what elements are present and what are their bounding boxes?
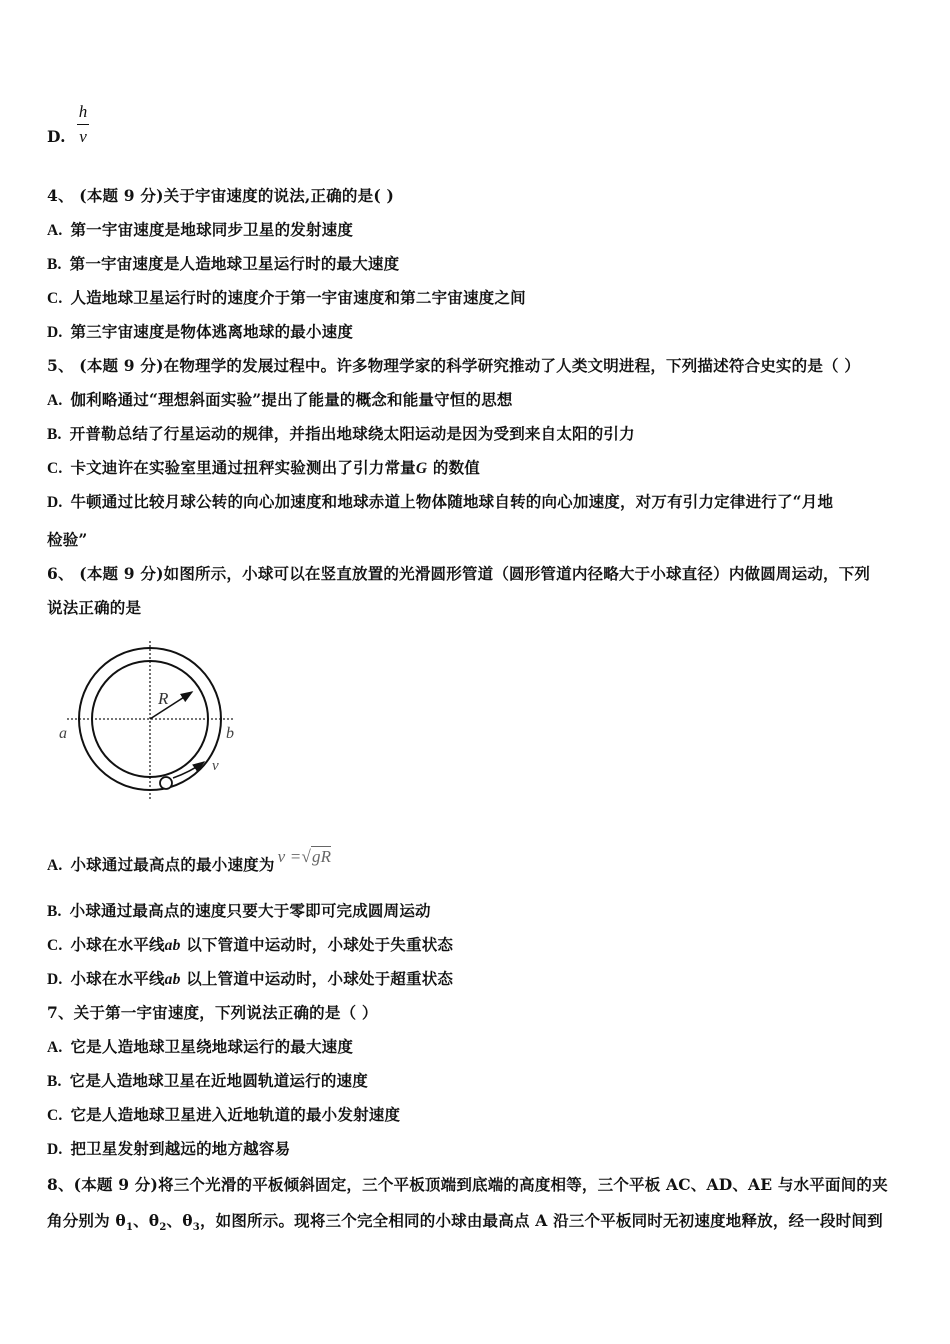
sqrt-icon: √ bbox=[301, 847, 311, 866]
subscript: 1 bbox=[125, 1222, 134, 1234]
formula-radicand: gR bbox=[311, 847, 332, 866]
denominator: v bbox=[79, 127, 87, 146]
option-label: D. bbox=[47, 127, 66, 146]
question-stem: 5、 (本题 9 分)在物理学的发展过程中。许多物理学家的科学研究推动了人类文明进程，下列描述符合史实的是（ ） bbox=[47, 356, 861, 375]
question-stem-continued bbox=[47, 1211, 883, 1238]
option-d bbox=[47, 492, 833, 513]
option-c bbox=[47, 1105, 400, 1126]
option-a bbox=[47, 847, 332, 876]
option-label: C. bbox=[47, 290, 63, 307]
option-text: 以下管道中运动时，小球处于失重状态 bbox=[186, 935, 454, 954]
option-label: C. bbox=[47, 460, 63, 477]
subscript: 2 bbox=[159, 1222, 167, 1234]
option-text: 把卫星发射到越远的地方越容易 bbox=[70, 1139, 291, 1158]
numerator: h bbox=[78, 102, 88, 121]
symbol-g: G bbox=[415, 460, 428, 477]
option-text: 伽利略通过“理想斜面实验”提出了能量的概念和能量守恒的思想 bbox=[70, 390, 513, 409]
label-a: a bbox=[59, 725, 67, 742]
formula-v-sqrt-gr bbox=[278, 847, 332, 866]
option-text: 第三宇宙速度是物体逃离地球的最小速度 bbox=[70, 322, 354, 341]
option-a bbox=[47, 220, 353, 241]
question-stem: 6、 (本题 9 分)如图所示，小球可以在竖直放置的光滑圆形管道（圆形管道内径略大于小球直径）内做圆周运动，下列 bbox=[47, 564, 871, 583]
option-label: A. bbox=[47, 857, 63, 874]
fraction-bar bbox=[77, 124, 89, 125]
option-text: 它是人造地球卫星绕地球运行的最大速度 bbox=[70, 1037, 354, 1056]
option-label: D. bbox=[47, 324, 63, 341]
stem-text: 角分别为 θ bbox=[47, 1211, 126, 1230]
symbol-ab: ab bbox=[164, 971, 181, 988]
option-b bbox=[47, 901, 431, 922]
option-b bbox=[47, 424, 635, 445]
option-text: 小球通过最高点的速度只要大于零即可完成圆周运动 bbox=[69, 901, 431, 920]
question-stem: 7、关于第一宇宙速度，下列说法正确的是（ ） bbox=[47, 1003, 378, 1022]
symbol-ab: ab bbox=[164, 937, 181, 954]
subscript: 3 bbox=[192, 1222, 200, 1234]
option-text: 人造地球卫星运行时的速度介于第一宇宙速度和第二宇宙速度之间 bbox=[70, 288, 526, 307]
option-a bbox=[47, 390, 513, 411]
option-label: B. bbox=[47, 1073, 62, 1090]
option-label: C. bbox=[47, 1107, 63, 1124]
label-r: R bbox=[158, 689, 169, 708]
label-v: v bbox=[212, 758, 219, 774]
option-text: 第一宇宙速度是地球同步卫星的发射速度 bbox=[70, 220, 354, 239]
option-text: 小球在水平线 bbox=[70, 935, 165, 954]
option-c bbox=[47, 458, 480, 479]
option-text: 小球通过最高点的最小速度为 bbox=[70, 855, 275, 874]
option-label: D. bbox=[47, 971, 63, 988]
option-text: 开普勒总结了行星运动的规律，并指出地球绕太阳运动是因为受到来自太阳的引力 bbox=[69, 424, 635, 443]
option-label: B. bbox=[47, 903, 62, 920]
option-d bbox=[47, 322, 353, 343]
stem-text: 、θ bbox=[133, 1211, 160, 1230]
option-text: 它是人造地球卫星在近地圆轨道运行的速度 bbox=[69, 1071, 368, 1090]
option-label: A. bbox=[47, 392, 63, 409]
question-stem: 4、 (本题 9 分)关于宇宙速度的说法,正确的是( ) bbox=[47, 186, 394, 205]
option-label: A. bbox=[47, 1039, 63, 1056]
option-b bbox=[47, 254, 399, 275]
option-text: 牛顿通过比较月球公转的向心加速度和地球赤道上物体随地球自转的向心加速度，对万有引力定律进行了“月地 bbox=[70, 492, 834, 511]
option-label: D. bbox=[47, 1141, 63, 1158]
radius-arrow bbox=[150, 692, 192, 719]
formula-lhs: v = bbox=[277, 847, 302, 866]
option-d bbox=[47, 1139, 290, 1160]
fraction-h-over-v bbox=[77, 102, 89, 147]
option-text: 小球在水平线 bbox=[70, 969, 165, 988]
option-text: 卡文迪许在实验室里通过扭秤实验测出了引力常量 bbox=[70, 458, 416, 477]
option-text: 第一宇宙速度是人造地球卫星运行时的最大速度 bbox=[69, 254, 400, 273]
option-c bbox=[47, 288, 526, 309]
option-d bbox=[47, 969, 453, 990]
option-text: 它是人造地球卫星进入近地轨道的最小发射速度 bbox=[70, 1105, 401, 1124]
option-text: 的数值 bbox=[432, 458, 480, 477]
option-label: B. bbox=[47, 256, 62, 273]
option-a bbox=[47, 1037, 353, 1058]
ball bbox=[160, 777, 172, 789]
question-stem-continued: 说法正确的是 bbox=[47, 598, 142, 617]
option-label: B. bbox=[47, 426, 62, 443]
option-c bbox=[47, 935, 453, 956]
option-label: D. bbox=[47, 494, 63, 511]
circular-tube-figure bbox=[50, 635, 250, 810]
stem-text: ，如图所示。现将三个完全相同的小球由最高点 A 沿三个平板同时无初速度地释放，经一段时间到 bbox=[199, 1211, 883, 1230]
question-stem: 8、(本题 9 分)将三个光滑的平板倾斜固定，三个平板顶端到底端的高度相等，三个平板 AC、AD、AE 与水平面间的夹 bbox=[47, 1175, 888, 1194]
stem-text: 、θ bbox=[166, 1211, 193, 1230]
label-b: b bbox=[226, 725, 234, 742]
option-d-continued: 检验” bbox=[47, 530, 88, 549]
option-text: 以上管道中运动时，小球处于超重状态 bbox=[186, 969, 454, 988]
option-label: C. bbox=[47, 937, 63, 954]
option-b bbox=[47, 1071, 368, 1092]
option-label: A. bbox=[47, 222, 63, 239]
